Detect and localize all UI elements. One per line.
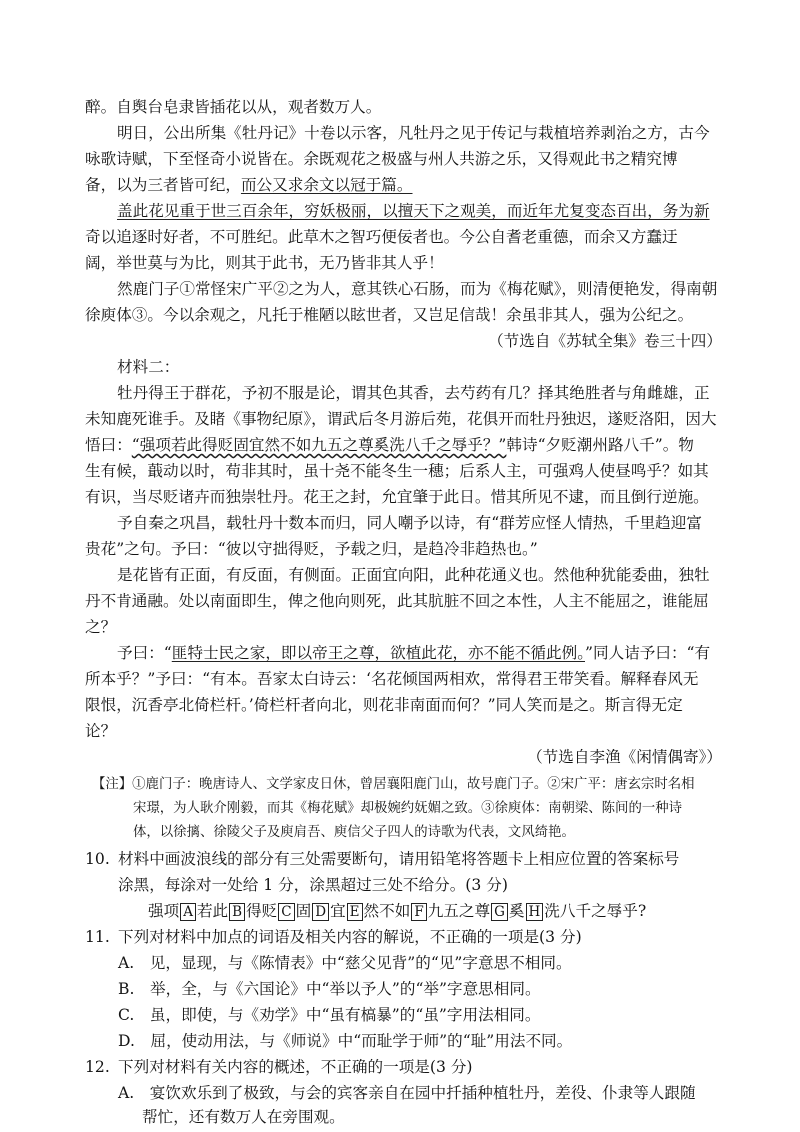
wavy-underlined-sentence: “强项若此得贬固宜然不如九五之尊奚洗八千之辱乎？”	[131, 436, 507, 454]
text-line	[85, 174, 413, 200]
answer-box-b[interactable]: B	[229, 903, 245, 921]
text-line: 然鹿门子①常怪宋广平②之为人，意其铁心石肠，而为《梅花赋》，则清便艳发，得南朝	[117, 280, 718, 298]
question-stem: 下列对材料有关内容的概述，不正确的一项是(3 分)	[118, 1058, 473, 1076]
option-text: 宜	[330, 902, 346, 920]
text-line: 徐庾体③。今以余观之，凡托于椎陋以眩世者，又岂足信哉！余虽非其人，强为公纪之。	[85, 306, 694, 324]
text-line: 所本乎？”予曰：“有本。吾家太白诗云：‘名花倾国两相欢，常得君王带笑看。解释春风无	[85, 670, 699, 688]
text-line: 醉。自舆台皂隶皆插花以从，观者数万人。	[85, 98, 382, 116]
answer-box-f[interactable]: F	[411, 903, 426, 921]
text-line: 牡丹得王于群花，予初不服是论，谓其色其香，去芍药有几？择其绝胜者与角雌雄，正	[117, 384, 710, 402]
answer-option-c[interactable]: C. 虽，即使，与《劝学》中“虽有槁暴”的“虽”字用法相同。	[118, 1006, 541, 1024]
note-line: 体，以徐摛、徐陵父子及庾肩吾、庾信父子四人的诗歌为代表，文风绮艳。	[133, 825, 575, 840]
text-line: 咏歌诗赋，下至怪奇小说皆在。余既观花之极盛与州人共游之乐，又得观此书之精究博	[85, 150, 678, 168]
text-line: 丹不肯通融。处以南面即生，俾之他向则死，此其肮脏不回之本性，人主不能屈之，谁能屈	[85, 592, 709, 610]
text-segment: 备，以为三者皆可纪，	[85, 176, 241, 194]
text-line: 予自秦之巩昌，载牡丹十数本而归，同人嘲予以诗，有“群芳应怪人情热，千里趋迎富	[117, 514, 702, 532]
text-segment: 予曰：“	[117, 644, 172, 662]
question-stem: 下列对材料中加点的词语及相关内容的解说，不正确的一项是(3 分)	[118, 928, 582, 946]
text-segment: 韩诗“夕贬潮州路八千”。物	[506, 436, 694, 454]
source-citation: （节选自李渔《闲情偶寄》）	[527, 748, 722, 766]
underlined-sentence: 而公又求余文以冠于篇。	[240, 176, 413, 194]
text-line: 之？	[85, 618, 117, 636]
text-line: 贵花”之句。予曰：“彼以守拙得贬，予载之归，是趋冷非趋热也。”	[85, 540, 538, 558]
option-text: 得贬	[246, 902, 278, 920]
underlined-sentence: 盖此花见重于世三百余年，穷妖极丽，以擅天下之观美，而近年尤复变态百出，务为新	[117, 202, 710, 220]
question-stem: 涂黑，每涂对一处给 1 分，涂黑超过三处不给分。(3 分)	[118, 876, 508, 894]
text-line: 限恨，沉香亭北倚栏杆。’倚栏杆者向北，则花非南面而何？”同人笑而是之。斯言得无定	[85, 696, 683, 714]
text-line	[117, 200, 710, 226]
text-line	[85, 434, 694, 460]
text-segment: ”同人诘予曰：“有	[585, 644, 711, 662]
underlined-sentence: 匪特士民之家，即以帝王之尊，欲植此花，亦不能不循此例。	[171, 644, 585, 662]
text-line: 明日，公出所集《牡丹记》十卷以示客，凡牡丹之见于传记与栽植培养剥治之方，古今	[117, 124, 710, 142]
option-text: 固	[295, 902, 312, 920]
text-line: 阔，举世莫与为比，则其于此书，无乃皆非其人乎！	[85, 254, 444, 272]
answer-box-e[interactable]: E	[347, 903, 363, 921]
option-text: 九五之尊	[427, 902, 491, 920]
text-segment: 悟曰：	[85, 436, 132, 454]
option-text: 洗八千之辱乎?	[544, 902, 647, 920]
question-number: 11.	[85, 928, 110, 946]
source-citation: （节选自《苏轼全集》卷三十四）	[488, 332, 722, 350]
text-line: 有识，当尽贬诸卉而独崇牡丹。花王之封，允宜肇于此日。惜其所见不逮，而且倒行逆施。	[85, 488, 709, 506]
answer-option-a-continued: 帮忙，还有数万人在旁围观。	[142, 1108, 345, 1126]
text-line: 奇以追逐时好者，不可胜纪。此草木之智巧便佞者也。今公自耆老重德，而余又方蠢迂	[85, 228, 678, 246]
answer-option-a[interactable]: A. 宴饮欢乐到了极致，与会的宾客亲自在园中扦插种植牡丹，差役、仆隶等人跟随	[118, 1084, 696, 1102]
question-number: 10.	[85, 850, 110, 868]
answer-box-a[interactable]: A	[180, 903, 196, 921]
section-heading: 材料二：	[117, 358, 180, 376]
answer-box-c[interactable]: C	[278, 903, 294, 921]
option-text: 然不如	[363, 902, 411, 920]
answer-box-d[interactable]: D	[312, 903, 329, 921]
option-text: 奚	[508, 902, 525, 920]
text-line: 论？	[85, 722, 117, 740]
answer-box-h[interactable]: H	[526, 903, 544, 921]
answer-option-b[interactable]: B. 举，全，与《六国论》中“举以予人”的“举”字意思相同。	[118, 980, 541, 998]
note-line: 【注】①鹿门子：晚唐诗人、文学家皮日休，曾居襄阳鹿门山，故号鹿门子。②宋广平：唐玄宗时名相	[92, 777, 695, 792]
note-line: 宋璟，为人耿介刚毅，而其《梅花赋》却极婉约妩媚之致。③徐庾体：南朝梁、陈间的一种诗	[133, 801, 683, 816]
question-number: 12.	[85, 1058, 110, 1076]
text-line	[117, 642, 710, 668]
option-text: 若此	[196, 902, 229, 920]
option-text: 强项	[148, 902, 180, 920]
answer-box-g[interactable]: G	[491, 903, 508, 921]
answer-option-a[interactable]: A. 见，显现，与《陈情表》中“慈父见背”的“见”字意思不相同。	[118, 954, 572, 972]
question-stem: 材料中画波浪线的部分有三处需要断句，请用铅笔将答题卡上相应位置的答案标号	[118, 850, 680, 868]
text-line: 生有候，蕺动以时，苟非其时，虽十尧不能冬生一穗；后系人主，可强鸡人使昼鸣乎？如其	[85, 462, 709, 480]
answer-option-d[interactable]: D. 屈，使动用法，与《师说》中“而耻学于师”的“耻”用法不同。	[118, 1032, 573, 1050]
text-line: 是花皆有正面，有反面，有侧面。正面宜向阳，此种花通义也。然他种犹能委曲，独牡	[117, 566, 710, 584]
text-line: 未知鹿死谁手。及睹《事物纪原》，谓武后冬月游后苑，花俱开而牡丹独迟，遂贬洛阳，因大	[85, 410, 717, 428]
answer-options-line	[148, 900, 646, 926]
